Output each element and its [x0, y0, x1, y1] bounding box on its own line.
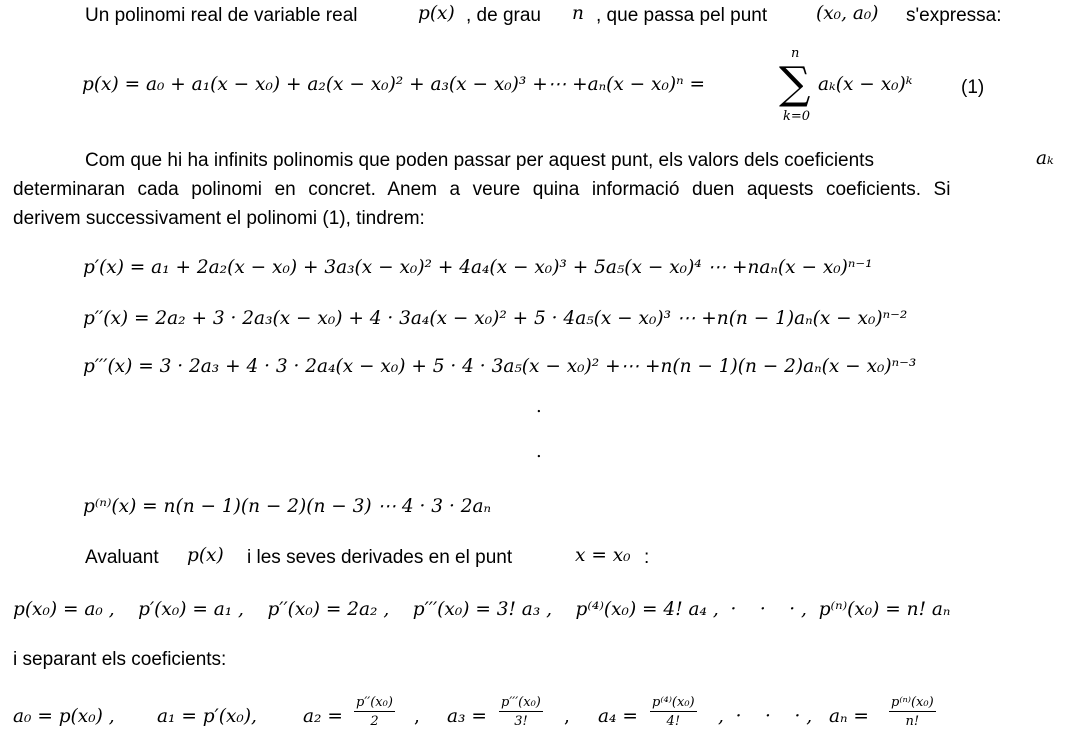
sum-upper-limit: n	[791, 46, 800, 61]
sum-body: aₖ(x − x₀)ᵏ	[818, 74, 913, 95]
para2-line-3: derivem successivament el polinomi (1), tindrem:	[13, 208, 425, 229]
derivative-2: p′′(x) = 2a₂ + 3 · 2a₃(x − x₀) + 4 · 3a₄(x − x₀)² + 5 · 4a₅(x − x₀)³ ⋯ +n(n − 1)aₙ(x − x₀)ⁿ⁻²	[83, 308, 908, 329]
vertical-ellipsis-dot-2: .	[536, 441, 542, 462]
intro-math-n: n	[572, 3, 584, 24]
coeff-a3-denominator: 3!	[514, 714, 528, 729]
eval-text-1: Avaluant	[85, 547, 159, 568]
eval-text-2: i les seves derivades en el punt	[247, 547, 513, 568]
vertical-ellipsis-dot-1: .	[536, 396, 542, 417]
coeff-a2-fraction	[354, 696, 395, 728]
coeff-a4-denominator: 4!	[666, 714, 681, 729]
coeff-a2-comma: ,	[414, 706, 420, 727]
coeff-an-lhs: aₙ =	[829, 706, 869, 727]
coeff-a2-numerator: p′′(x₀)	[356, 695, 393, 710]
para2-line-2: determinaran cada polinomi en concret. Anem a veure quina informació duen aquests coeficients. Si	[13, 179, 951, 200]
coeff-a3-lhs: a₃ =	[447, 706, 487, 727]
coeff-a3-numerator: p′′′(x₀)	[501, 695, 541, 710]
derivative-n: p⁽ⁿ⁾(x) = n(n − 1)(n − 2)(n − 3) ⋯ 4 · 3 · 2aₙ	[83, 496, 492, 517]
intro-math-px: p(x)	[418, 3, 455, 24]
coeff-an-numerator: p⁽ⁿ⁾(x₀)	[891, 695, 934, 710]
equation-1-label: (1)	[961, 77, 985, 98]
coeff-a4-lhs: a₄ =	[598, 706, 638, 727]
derivative-3: p′′′(x) = 3 · 2a₃ + 4 · 3 · 2a₄(x − x₀) + 5 · 4 · 3a₅(x − x₀)² +⋯ +n(n − 1)(n − 2)aₙ(x − x₀)ⁿ⁻³	[83, 356, 917, 377]
eval-math-px: p(x)	[187, 545, 224, 566]
coeff-a3-comma: ,	[564, 706, 570, 727]
coeff-dots: , · · · ,	[718, 706, 813, 727]
eval-colon: :	[644, 547, 650, 568]
separating-text: i separant els coeficients:	[13, 649, 227, 670]
coeff-a2-lhs: a₂ =	[303, 706, 343, 727]
coeff-a0: a₀ = p(x₀) ,	[13, 706, 115, 727]
coeff-a4-numerator: p⁽⁴⁾(x₀)	[652, 695, 695, 710]
intro-text-2: , de grau	[466, 5, 541, 26]
coeff-an-denominator: n!	[905, 714, 920, 729]
eval-math-x-eq-x0: x = x₀	[575, 545, 631, 566]
coeff-a2-denominator: 2	[370, 714, 379, 729]
intro-text-1: Un polinomi real de variable real	[85, 5, 358, 26]
intro-text-4: s'expressa:	[906, 5, 1002, 26]
para2-line-1: Com que hi ha infinits polinomis que poden passar per aquest punt, els valors dels coeficients	[85, 150, 874, 171]
sum-lower-limit: k=0	[783, 109, 811, 124]
coeff-a1: a₁ = p′(x₀),	[157, 706, 257, 727]
intro-text-3: , que passa pel punt	[596, 5, 768, 26]
summation-symbol: ∑	[779, 58, 811, 109]
derivative-values-line: p(x₀) = a₀ , p′(x₀) = a₁ , p′′(x₀) = 2a₂ , p′′′(x₀) = 3! a₃ , p⁽⁴⁾(x₀) = 4! a₄ , · · · , p⁽ⁿ⁾(x₀) = n! aₙ	[13, 599, 951, 620]
derivative-1: p′(x) = a₁ + 2a₂(x − x₀) + 3a₃(x − x₀)² + 4a₄(x − x₀)³ + 5a₅(x − x₀)⁴ ⋯ +naₙ(x − x₀)ⁿ⁻¹	[83, 257, 873, 278]
equation-1-lhs: p(x) = a₀ + a₁(x − x₀) + a₂(x − x₀)² + a₃(x − x₀)³ +⋯ +aₙ(x − x₀)ⁿ =	[82, 74, 705, 95]
coeff-a3-fraction	[499, 696, 543, 728]
intro-math-point: (x₀, a₀)	[816, 3, 879, 24]
coeff-an-fraction	[889, 696, 936, 728]
coeff-a4-fraction	[650, 696, 697, 728]
para2-math-ak: aₖ	[1036, 148, 1054, 169]
